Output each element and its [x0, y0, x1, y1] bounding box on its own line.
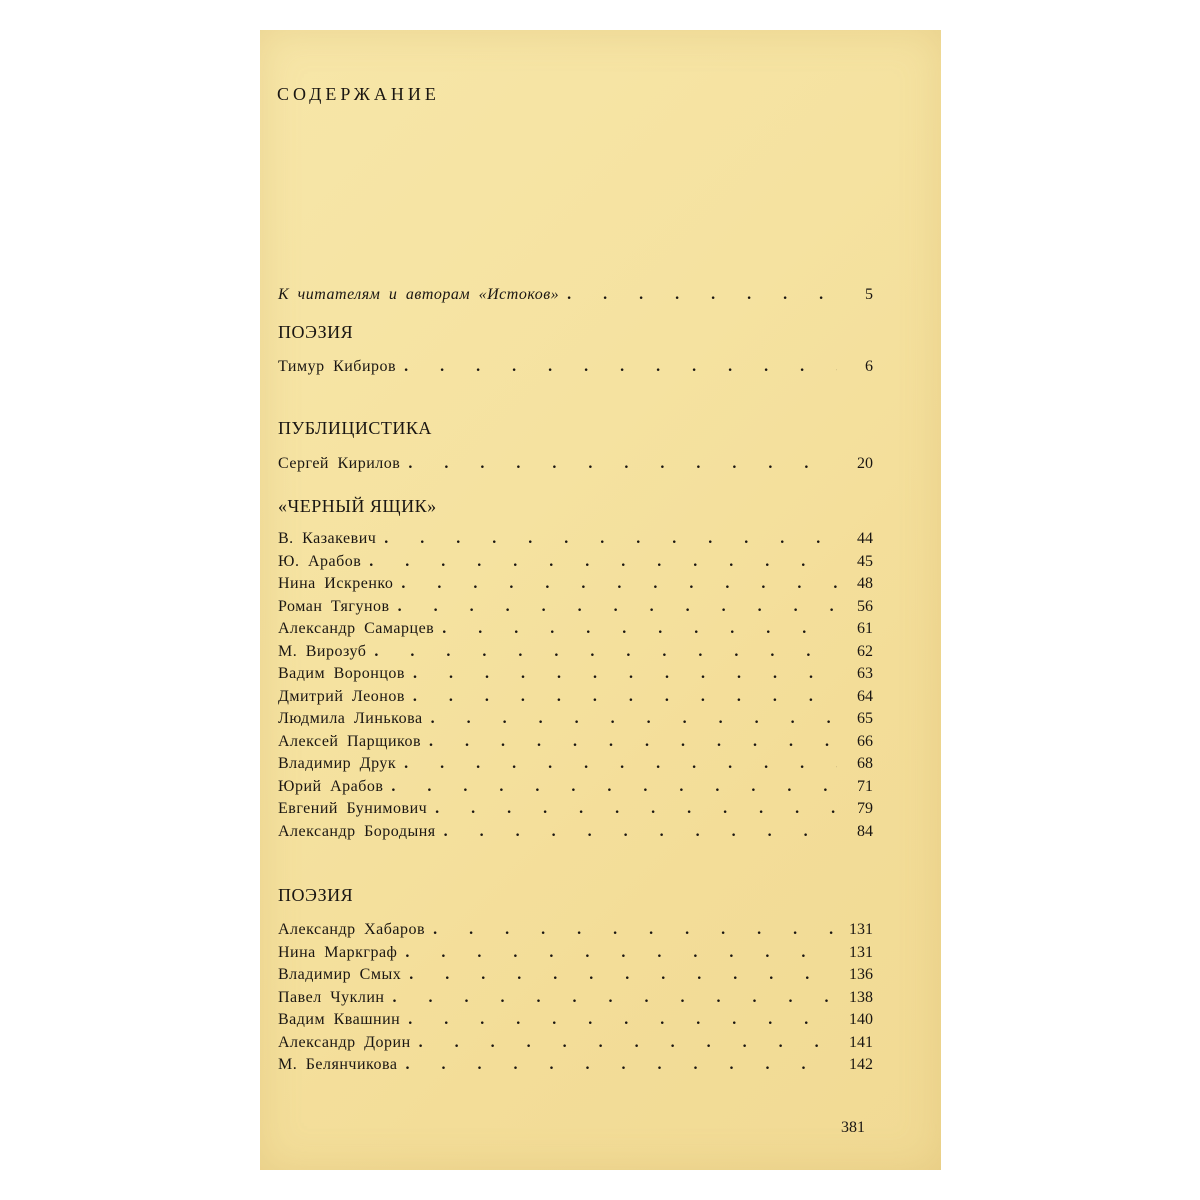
entry-page: 63: [857, 665, 873, 682]
entry-author: Тимур Кибиров: [278, 358, 397, 375]
toc-entry: [278, 1009, 873, 1031]
entry-page: 68: [857, 755, 873, 772]
toc-entry: [278, 663, 873, 685]
dot-leader: [435, 798, 837, 820]
entry-author: Евгений Бунимович: [278, 800, 428, 817]
toc-entry: [278, 821, 873, 843]
toc-entry-intro: [278, 284, 873, 306]
dot-leader: [419, 1032, 837, 1054]
entry-page: 136: [849, 966, 873, 983]
entry-author: Владимир Смых: [278, 966, 402, 983]
entry-author: М. Белянчикова: [278, 1056, 398, 1073]
entry-page: 20: [857, 455, 873, 472]
entry-author: Людмила Линькова: [278, 710, 423, 727]
entry-page: 66: [857, 732, 873, 750]
toc-entry: [278, 596, 873, 618]
entry-author: Вадим Квашнин: [278, 1011, 401, 1028]
dot-leader: [433, 919, 837, 941]
entry-author: М. Вирозуб: [278, 642, 367, 660]
entry-page: 131: [849, 943, 873, 961]
entry-author: Александр Бородыня: [278, 822, 436, 840]
entry-page: 65: [857, 710, 873, 727]
entry-page: 48: [857, 575, 873, 592]
dot-leader: [369, 551, 837, 573]
dot-leader: [405, 942, 837, 964]
dot-leader: [409, 964, 837, 986]
dot-leader: [431, 708, 837, 730]
contents-heading: СОДЕРЖАНИЕ: [277, 84, 440, 104]
entry-page: 61: [857, 620, 873, 637]
toc-entry: [278, 356, 873, 378]
entry-page: 45: [857, 552, 873, 570]
entry-page: 71: [857, 777, 873, 795]
dot-leader: [391, 776, 837, 798]
entry-page: 44: [857, 530, 873, 547]
entry-page: 140: [849, 1011, 873, 1028]
dot-leader: [404, 753, 837, 775]
dot-leader: [567, 284, 837, 306]
toc-entry: [278, 731, 873, 753]
entry-author: Дмитрий Леонов: [278, 687, 405, 705]
toc-entry: [278, 708, 873, 730]
toc-entry: [278, 551, 873, 573]
toc-entry: [278, 753, 873, 775]
entry-author: Вадим Воронцов: [278, 665, 405, 682]
toc-entry: [278, 1054, 873, 1076]
entry-author: Роман Тягунов: [278, 597, 390, 615]
entry-page: 79: [857, 800, 873, 817]
dot-leader: [413, 686, 837, 708]
entry-author: Александр Самарцев: [278, 620, 435, 637]
entry-author: Сергей Кирилов: [278, 455, 401, 472]
toc-entry: [278, 686, 873, 708]
dot-leader: [404, 356, 837, 378]
toc-entry: [278, 1032, 873, 1054]
toc-entry: [278, 528, 873, 550]
entry-author: Алексей Парщиков: [278, 732, 422, 750]
entry-page: 138: [849, 988, 873, 1006]
toc-entry: [278, 573, 873, 595]
toc-entry: [278, 919, 873, 941]
entry-author: Владимир Друк: [278, 755, 397, 772]
dot-leader: [384, 528, 837, 550]
entry-author: Павел Чуклин: [278, 988, 385, 1006]
toc-entry: [278, 942, 873, 964]
entry-page: 6: [865, 358, 873, 375]
dot-leader: [429, 731, 837, 753]
section-title: ПУБЛИЦИСТИКА: [278, 418, 432, 438]
dot-leader: [401, 573, 837, 595]
entry-author: Александр Хабаров: [278, 921, 426, 938]
dot-leader: [444, 821, 837, 843]
entry-page: 141: [849, 1033, 873, 1051]
entry-author: Ю. Арабов: [278, 552, 362, 570]
dot-leader: [413, 663, 837, 685]
dot-leader: [405, 1054, 837, 1076]
toc-entry: [278, 641, 873, 663]
entry-page: 62: [857, 642, 873, 660]
page-number: 381: [841, 1119, 865, 1136]
entry-page: 64: [857, 687, 873, 705]
entry-page: 5: [865, 286, 873, 303]
entry-author: Нина Маркграф: [278, 943, 398, 961]
toc-entry: [278, 776, 873, 798]
entry-page: 56: [857, 597, 873, 615]
book-page: [260, 30, 941, 1170]
toc-entry: [278, 987, 873, 1009]
section-title: ПОЭЗИЯ: [278, 322, 354, 342]
dot-leader: [374, 641, 837, 663]
toc-entry: [278, 798, 873, 820]
entry-page: 142: [849, 1056, 873, 1073]
entry-author: В. Казакевич: [278, 530, 377, 547]
toc-entry: [278, 453, 873, 475]
toc-entry: [278, 618, 873, 640]
toc-entry: [278, 964, 873, 986]
dot-leader: [398, 596, 837, 618]
dot-leader: [408, 1009, 837, 1031]
entry-author: Юрий Арабов: [278, 777, 384, 795]
dot-leader: [408, 453, 837, 475]
dot-leader: [392, 987, 837, 1009]
entry-page: 131: [849, 921, 873, 938]
dot-leader: [442, 618, 837, 640]
entry-title: К читателям и авторам «Истоков»: [278, 286, 560, 303]
entry-author: Александр Дорин: [278, 1033, 411, 1051]
section-title: ПОЭЗИЯ: [278, 885, 354, 905]
entry-page: 84: [857, 822, 873, 840]
section-title: «ЧЕРНЫЙ ЯЩИК»: [278, 496, 437, 516]
entry-author: Нина Искренко: [278, 575, 394, 592]
